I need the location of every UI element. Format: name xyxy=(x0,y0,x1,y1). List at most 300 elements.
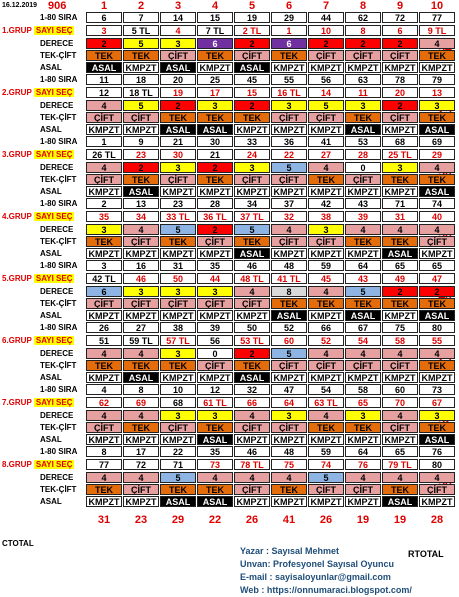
tek-cift-cell: ÇİFT xyxy=(308,112,344,123)
sec-cell: 44 xyxy=(197,273,233,284)
group-name: 6.GRUP xyxy=(2,336,34,345)
sec-cell: 43 xyxy=(345,273,381,284)
sec-cell: 50 xyxy=(160,273,196,284)
asal-cell: KMPZT xyxy=(308,496,344,507)
sira-cell: 37 xyxy=(271,198,307,209)
asal-cell: KMPZT xyxy=(123,434,159,445)
asal-cell: KMPZT xyxy=(123,496,159,507)
asal-cell: KMPZT xyxy=(86,248,122,259)
tek-cift-cell: ÇİFT xyxy=(86,174,122,185)
sira-cell: 1 xyxy=(86,136,122,147)
sec-cell: 75 xyxy=(271,459,307,470)
date-label: 16.12.2019 xyxy=(2,2,38,9)
tek-cift-cell: ÇİFT xyxy=(382,422,418,433)
derece-cell: 3 xyxy=(345,410,381,421)
asal-cell: KMPZT xyxy=(345,434,381,445)
sira-cell: 76 xyxy=(419,446,455,457)
row-label-sira: 1-80 SIRA xyxy=(40,385,78,394)
asal-cell: KMPZT xyxy=(271,496,307,507)
asal-cell: ASAL xyxy=(160,62,196,73)
derece-cell: 5 xyxy=(234,224,270,235)
row-label-asal: ASAL xyxy=(40,435,62,444)
row-label-asal: ASAL xyxy=(40,187,62,196)
sira-cell: 15 xyxy=(197,12,233,23)
sec-cell: 64 xyxy=(271,397,307,408)
tek-cift-cell: TEK xyxy=(197,50,233,61)
asal-cell: KMPZT xyxy=(382,372,418,383)
ctotal-value: 19 xyxy=(393,514,407,526)
draw-number: 906 xyxy=(48,0,67,12)
tek-cift-cell: ÇİFT xyxy=(123,484,159,495)
derece-cell: 4 xyxy=(86,348,122,359)
tek-cift-cell: ÇİFT xyxy=(197,298,233,309)
asal-cell: KMPZT xyxy=(197,310,233,321)
footer-email: E-mail : sayisaloyunlar@gmail.com xyxy=(240,572,391,582)
asal-cell: ASAL xyxy=(382,248,418,259)
sec-cell: 17 xyxy=(197,87,233,98)
sec-cell: 72 xyxy=(123,459,159,470)
tek-cift-cell: TEK xyxy=(123,360,159,371)
sec-cell: 14 xyxy=(308,87,344,98)
derece-cell: 0 xyxy=(197,348,233,359)
sec-cell: 68 xyxy=(160,397,196,408)
sira-cell: 64 xyxy=(345,260,381,271)
asal-cell: KMPZT xyxy=(382,62,418,73)
derece-cell: 4 xyxy=(234,286,270,297)
tek-cift-cell: TEK xyxy=(197,484,233,495)
tek-cift-cell: TEK xyxy=(197,112,233,123)
asal-cell: KMPZT xyxy=(419,62,455,73)
tek-cift-cell: TEK xyxy=(271,50,307,61)
derece-cell: 5 xyxy=(160,472,196,483)
asal-cell: KMPZT xyxy=(271,434,307,445)
derece-cell: 4 xyxy=(308,348,344,359)
derece-cell: 3 xyxy=(160,286,196,297)
derece-cell: 2 xyxy=(234,348,270,359)
sec-cell: 10 xyxy=(308,25,344,36)
sayi-sec-tag: SAYI SEÇ xyxy=(35,460,73,469)
asal-cell: ASAL xyxy=(123,372,159,383)
tek-cift-cell: TEK xyxy=(419,360,455,371)
sira-cell: 67 xyxy=(345,322,381,333)
derece-cell: 4 xyxy=(382,224,418,235)
asal-cell: KMPZT xyxy=(123,248,159,259)
asal-cell: ASAL xyxy=(197,434,233,445)
sec-cell: 77 xyxy=(86,459,122,470)
sira-cell: 42 xyxy=(308,198,344,209)
tek-cift-cell: ÇİFT xyxy=(382,360,418,371)
derece-cell: 3 xyxy=(271,410,307,421)
row-label-tek-cift: TEK-ÇİFT xyxy=(40,299,77,308)
sira-cell: 19 xyxy=(234,12,270,23)
sira-cell: 27 xyxy=(123,322,159,333)
sec-cell: 32 xyxy=(271,211,307,222)
tek-cift-cell: ÇİFT xyxy=(271,236,307,247)
footer-web: Web : https://onnumaraci.blogspot.com/ xyxy=(240,585,412,595)
derece-cell: 3 xyxy=(160,348,196,359)
column-header-5: 5 xyxy=(248,0,256,12)
sira-cell: 47 xyxy=(271,384,307,395)
tek-cift-cell: ÇİFT xyxy=(160,298,196,309)
tek-cift-cell: ÇİFT xyxy=(308,50,344,61)
sira-cell: 71 xyxy=(382,198,418,209)
asal-cell: KMPZT xyxy=(308,186,344,197)
asal-cell: KMPZT xyxy=(123,124,159,135)
ctotal-value: 31 xyxy=(97,514,111,526)
sec-cell: 34 xyxy=(123,211,159,222)
sira-cell: 43 xyxy=(345,198,381,209)
sec-cell: 61 TL xyxy=(197,397,233,408)
row-label-sira: 1-80 SIRA xyxy=(40,323,78,332)
sec-cell: 9 TL xyxy=(419,25,455,36)
derece-cell: 2 xyxy=(382,38,418,49)
sira-cell: 60 xyxy=(382,384,418,395)
group-label xyxy=(2,211,74,223)
sec-cell: 11 xyxy=(345,87,381,98)
sira-cell: 39 xyxy=(197,322,233,333)
asal-cell: KMPZT xyxy=(419,248,455,259)
derece-cell: 3 xyxy=(419,100,455,111)
sec-cell: 22 xyxy=(271,149,307,160)
asal-cell: KMPZT xyxy=(234,186,270,197)
sira-cell: 3 xyxy=(86,260,122,271)
derece-cell: 6 xyxy=(271,38,307,49)
asal-cell: KMPZT xyxy=(271,372,307,383)
asal-cell: KMPZT xyxy=(382,186,418,197)
tek-cift-cell: TEK xyxy=(86,236,122,247)
ctotal-value: 22 xyxy=(208,514,222,526)
sira-cell: 18 xyxy=(123,74,159,85)
sec-cell: 26 TL xyxy=(86,149,122,160)
row-label-tek-cift: TEK-ÇİFT xyxy=(40,361,77,370)
asal-cell: KMPZT xyxy=(419,496,455,507)
row-label-sira: 1-80 SIRA xyxy=(40,199,78,208)
derece-cell: 4 xyxy=(345,224,381,235)
column-header-3: 3 xyxy=(174,0,182,12)
sira-cell: 58 xyxy=(345,384,381,395)
asal-cell: ASAL xyxy=(419,434,455,445)
derece-cell: 3 xyxy=(197,286,233,297)
sec-cell: 71 xyxy=(160,459,196,470)
asal-cell: ASAL xyxy=(234,248,270,259)
sira-cell: 28 xyxy=(197,198,233,209)
sira-cell: 38 xyxy=(160,322,196,333)
sec-cell: 65 xyxy=(345,397,381,408)
derece-cell: 3 xyxy=(86,224,122,235)
sira-cell: 9 xyxy=(123,136,159,147)
group-name: 5.GRUP xyxy=(2,274,34,283)
ctotal-value: 26 xyxy=(319,514,333,526)
derece-cell: 4 xyxy=(345,348,381,359)
asal-cell: ASAL xyxy=(345,124,381,135)
asal-cell: ASAL xyxy=(345,310,381,321)
derece-cell: 3 xyxy=(345,100,381,111)
tek-cift-cell: TEK xyxy=(419,174,455,185)
derece-cell: 4 xyxy=(308,162,344,173)
tek-cift-cell: ÇİFT xyxy=(123,236,159,247)
derece-cell: 4 xyxy=(86,162,122,173)
row-label-asal: ASAL xyxy=(40,373,62,382)
column-header-8: 8 xyxy=(359,0,367,12)
row-label-sira: 1-80 SIRA xyxy=(40,261,78,270)
tek-cift-cell: ÇİFT xyxy=(419,236,455,247)
sira-cell: 55 xyxy=(271,74,307,85)
tek-cift-cell: TEK xyxy=(382,236,418,247)
tek-cift-cell: ÇİFT xyxy=(160,422,196,433)
asal-cell: KMPZT xyxy=(86,310,122,321)
asal-cell: KMPZT xyxy=(419,372,455,383)
asal-cell: KMPZT xyxy=(345,186,381,197)
sec-cell: 76 xyxy=(345,459,381,470)
sira-cell: 65 xyxy=(382,260,418,271)
sira-cell: 46 xyxy=(234,260,270,271)
asal-cell: KMPZT xyxy=(345,372,381,383)
asal-cell: ASAL xyxy=(160,124,196,135)
asal-cell: KMPZT xyxy=(234,496,270,507)
sec-cell: 6 xyxy=(382,25,418,36)
sayi-sec-tag: SAYI SEÇ xyxy=(35,88,73,97)
asal-cell: ASAL xyxy=(234,62,270,73)
asal-cell: KMPZT xyxy=(271,124,307,135)
asal-cell: ASAL xyxy=(123,186,159,197)
tek-cift-cell: TEK xyxy=(382,484,418,495)
sira-cell: 10 xyxy=(160,384,196,395)
sec-cell: 70 xyxy=(382,397,418,408)
sira-cell: 68 xyxy=(382,136,418,147)
ctotal-value: 41 xyxy=(282,514,296,526)
sira-cell: 41 xyxy=(308,136,344,147)
derece-cell: 4 xyxy=(271,472,307,483)
group-label xyxy=(2,397,74,409)
column-header-2: 2 xyxy=(137,0,145,12)
derece-cell: 3 xyxy=(160,410,196,421)
tek-cift-cell: TEK xyxy=(197,174,233,185)
derece-cell: 3 xyxy=(197,100,233,111)
derece-cell: 4 xyxy=(271,224,307,235)
sec-cell: 19 xyxy=(160,87,196,98)
tek-cift-cell: TEK xyxy=(197,422,233,433)
group-name: 4.GRUP xyxy=(2,212,34,221)
tek-cift-cell: ÇİFT xyxy=(123,298,159,309)
sec-cell: 12 xyxy=(86,87,122,98)
derece-cell: 4 xyxy=(419,224,455,235)
sec-cell: 38 xyxy=(308,211,344,222)
tek-cift-cell: TEK xyxy=(160,112,196,123)
sira-cell: 44 xyxy=(308,12,344,23)
sira-cell: 65 xyxy=(382,446,418,457)
derece-cell: 3 xyxy=(197,410,233,421)
sira-cell: 26 xyxy=(86,322,122,333)
sira-cell: 77 xyxy=(419,12,455,23)
sira-cell: 73 xyxy=(419,384,455,395)
tek-cift-cell: TEK xyxy=(160,360,196,371)
ctotal-value: 26 xyxy=(245,514,259,526)
sira-cell: 8 xyxy=(86,446,122,457)
derece-cell: 5 xyxy=(308,472,344,483)
derece-cell: 4 xyxy=(123,348,159,359)
asal-cell: ASAL xyxy=(419,124,455,135)
derece-cell: 2 xyxy=(160,100,196,111)
tek-cift-cell: TEK xyxy=(160,484,196,495)
asal-cell: KMPZT xyxy=(123,310,159,321)
row-label-derece: DERECE xyxy=(40,473,74,482)
derece-cell: 5 xyxy=(271,162,307,173)
sec-cell: 27 xyxy=(308,149,344,160)
asal-cell: ASAL xyxy=(234,372,270,383)
tek-cift-cell: TEK xyxy=(123,50,159,61)
derece-cell: 3 xyxy=(160,38,196,49)
sira-cell: 63 xyxy=(345,74,381,85)
tek-cift-cell: ÇİFT xyxy=(160,50,196,61)
row-label-derece: DERECE xyxy=(40,39,74,48)
sira-cell: 34 xyxy=(234,198,270,209)
sec-cell: 57 TL xyxy=(160,335,196,346)
tek-cift-cell: ÇİFT xyxy=(345,174,381,185)
asal-cell: KMPZT xyxy=(345,248,381,259)
row-label-tek-cift: TEK-ÇİFT xyxy=(40,485,77,494)
derece-cell: 4 xyxy=(86,410,122,421)
sec-cell: 67 xyxy=(419,397,455,408)
sec-cell: 59 TL xyxy=(123,335,159,346)
derece-cell: 4 xyxy=(419,162,455,173)
sira-cell: 69 xyxy=(419,136,455,147)
derece-cell: 5 xyxy=(160,224,196,235)
sayi-sec-tag: SAYI SEÇ xyxy=(35,274,73,283)
derece-cell: 4 xyxy=(86,472,122,483)
derece-cell: 2 xyxy=(234,100,270,111)
row-label-tek-cift: TEK-ÇİFT xyxy=(40,51,77,60)
sira-cell: 8 xyxy=(123,384,159,395)
asal-cell: ASAL xyxy=(197,496,233,507)
row-label-asal: ASAL xyxy=(40,125,62,134)
sira-cell: 64 xyxy=(345,446,381,457)
sira-cell: 20 xyxy=(160,74,196,85)
asal-cell: KMPZT xyxy=(234,434,270,445)
tek-cift-cell: ÇİFT xyxy=(234,422,270,433)
sec-cell: 33 TL xyxy=(160,211,196,222)
ctotal-label: CTOTAL xyxy=(2,539,34,548)
tek-cift-cell: ÇİFT xyxy=(271,360,307,371)
sec-cell: 39 xyxy=(345,211,381,222)
row-label-derece: DERECE xyxy=(40,349,74,358)
derece-cell: 5 xyxy=(345,286,381,297)
tek-cift-cell: ÇİFT xyxy=(382,112,418,123)
group-name: 3.GRUP xyxy=(2,150,34,159)
sec-cell: 41 TL xyxy=(271,273,307,284)
sira-cell: 21 xyxy=(160,136,196,147)
asal-cell: KMPZT xyxy=(308,434,344,445)
tek-cift-cell: ÇİFT xyxy=(419,484,455,495)
sec-cell: 20 xyxy=(382,87,418,98)
row-label-derece: DERECE xyxy=(40,225,74,234)
asal-cell: KMPZT xyxy=(234,310,270,321)
tek-cift-cell: TEK xyxy=(123,422,159,433)
asal-cell: KMPZT xyxy=(160,372,196,383)
derece-cell: 4 xyxy=(308,286,344,297)
tek-cift-cell: ÇİFT xyxy=(308,360,344,371)
derece-cell: 2 xyxy=(197,224,233,235)
sira-cell: 6 xyxy=(86,12,122,23)
sec-cell: 73 xyxy=(197,459,233,470)
derece-cell: 4 xyxy=(419,348,455,359)
tek-cift-cell: TEK xyxy=(419,50,455,61)
sira-cell: 36 xyxy=(271,136,307,147)
sira-cell: 2 xyxy=(86,198,122,209)
derece-cell: 5 xyxy=(123,38,159,49)
tek-cift-cell: ÇİFT xyxy=(86,422,122,433)
sec-cell: 35 xyxy=(86,211,122,222)
sira-cell: 33 xyxy=(234,136,270,147)
sira-cell: 31 xyxy=(160,260,196,271)
row-label-derece: DERECE xyxy=(40,101,74,110)
tek-cift-cell: ÇİFT xyxy=(345,50,381,61)
sec-cell: 13 xyxy=(419,87,455,98)
derece-cell: 2 xyxy=(197,162,233,173)
derece-cell: 3 xyxy=(123,286,159,297)
group-label xyxy=(2,273,74,285)
tek-cift-cell: TEK xyxy=(86,484,122,495)
sec-cell: 37 TL xyxy=(234,211,270,222)
sec-cell: 74 xyxy=(308,459,344,470)
asal-cell: KMPZT xyxy=(382,124,418,135)
derece-cell: 2 xyxy=(345,38,381,49)
sec-cell: 30 xyxy=(160,149,196,160)
derece-cell: 4 xyxy=(123,410,159,421)
sira-cell: 48 xyxy=(271,260,307,271)
sira-cell: 7 xyxy=(123,12,159,23)
derece-cell: 3 xyxy=(382,162,418,173)
derece-cell: 3 xyxy=(234,162,270,173)
derece-cell: 0 xyxy=(345,162,381,173)
sira-cell: 35 xyxy=(197,446,233,457)
derece-cell: 4 xyxy=(419,472,455,483)
asal-cell: KMPZT xyxy=(197,62,233,73)
sira-cell: 16 xyxy=(123,260,159,271)
group-name: 2.GRUP xyxy=(2,88,34,97)
sira-cell: 75 xyxy=(382,322,418,333)
tek-cift-cell: ÇİFT xyxy=(271,112,307,123)
derece-cell: 4 xyxy=(234,472,270,483)
ctotal-value: 28 xyxy=(430,514,444,526)
row-label-sira: 1-80 SIRA xyxy=(40,75,78,84)
sira-cell: 4 xyxy=(86,384,122,395)
asal-cell: ASAL xyxy=(86,62,122,73)
sec-cell: 48 TL xyxy=(234,273,270,284)
tek-cift-cell: ÇİFT xyxy=(234,484,270,495)
tek-cift-cell: ÇİFT xyxy=(86,298,122,309)
asal-cell: KMPZT xyxy=(86,372,122,383)
row-label-asal: ASAL xyxy=(40,497,62,506)
tek-cift-cell: TEK xyxy=(308,174,344,185)
derece-cell: 2 xyxy=(382,100,418,111)
ctotal-value: 29 xyxy=(171,514,185,526)
sayi-sec-tag: SAYI SEÇ xyxy=(35,150,73,159)
row-label-derece: DERECE xyxy=(40,411,74,420)
tek-cift-cell: ÇİFT xyxy=(123,112,159,123)
sec-cell: 78 TL xyxy=(234,459,270,470)
asal-cell: KMPZT xyxy=(86,124,122,135)
asal-cell: KMPZT xyxy=(234,124,270,135)
sira-cell: 12 xyxy=(197,384,233,395)
sec-cell: 1 xyxy=(271,25,307,36)
sira-cell: 35 xyxy=(197,260,233,271)
tek-cift-cell: ÇİFT xyxy=(271,174,307,185)
tek-cift-cell: TEK xyxy=(345,298,381,309)
derece-cell: 6 xyxy=(86,286,122,297)
derece-cell: 3 xyxy=(271,100,307,111)
sec-cell: 2 TL xyxy=(234,25,270,36)
group-label xyxy=(2,25,74,37)
